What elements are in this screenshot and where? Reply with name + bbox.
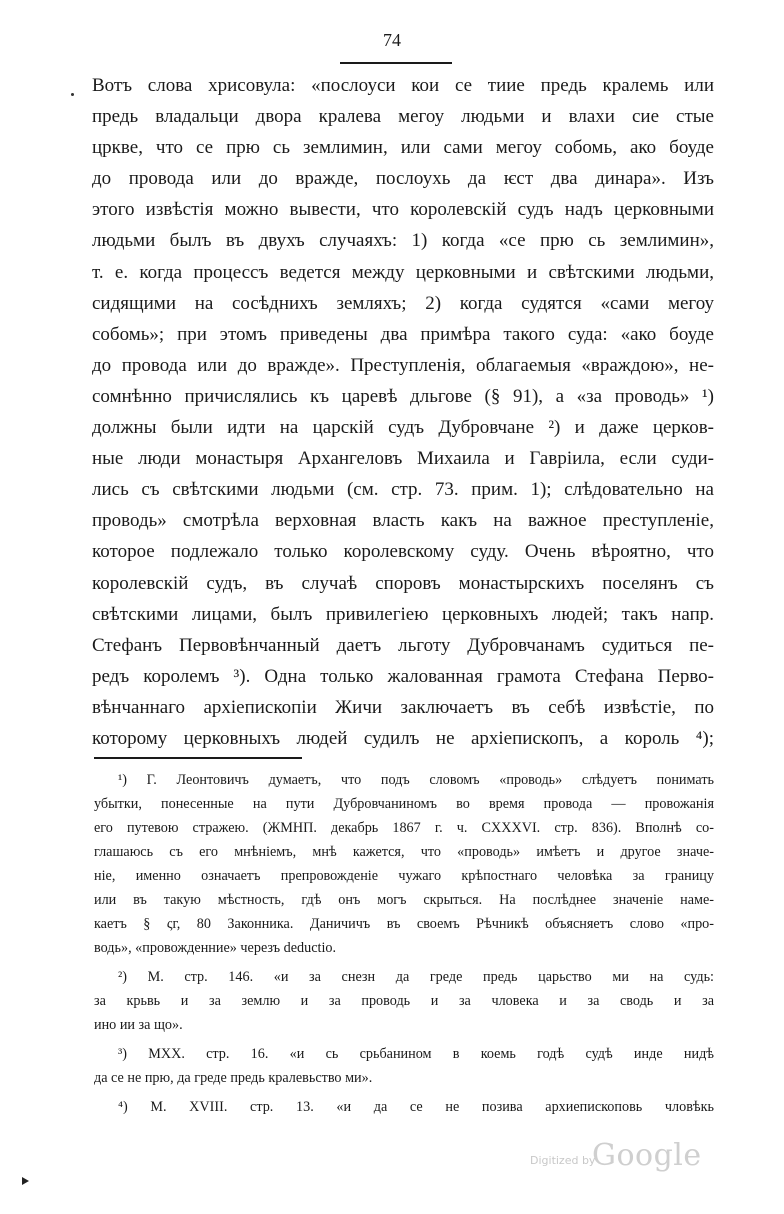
text-line: сидящими на сосѣднихъ земляхъ; 2) когда судятся «сами мегоу: [92, 292, 714, 314]
text-line: Стефанъ Первовѣнчанный даетъ льготу Дубровчанамъ судиться пе-: [92, 634, 714, 656]
text-line: Вотъ слова хрисовула: «послоуси кои се тиие предь кралемь или: [92, 75, 714, 96]
main-text: [92, 70, 714, 754]
footnote-line: ніе, именно означаетъ препровожденіе чужаго крѣпостнаго человѣка за границу: [94, 868, 714, 884]
footnote-2: [94, 965, 714, 1037]
text-line: редъ королемъ ³). Одна только жалованная грамота Стефана Перво-: [92, 665, 714, 687]
footnote-line: или въ такую мѣстность, гдѣ онъ могъ скрыться. На послѣднее значеніе наме-: [94, 892, 714, 908]
text-line: свѣтскими лицами, былъ привилегіею церковныхъ людей; такъ напр.: [92, 603, 714, 625]
footnote-3: [94, 1042, 714, 1090]
text-line: лись съ свѣтскими людьми (см. стр. 73. прим. 1); слѣдовательно на: [92, 479, 714, 501]
text-line: проводь» смотрѣла верховная власть какъ на важное преступленіе,: [92, 510, 714, 532]
text-line: вѣнчаннаго архіепископіи Жичи заключаетъ въ себѣ извѣстіе, по: [92, 696, 714, 718]
text-line: этого извѣстія можно вывести, что королевскій судъ надъ церковными: [92, 199, 714, 221]
footnote-line: ²) М. стр. 146. «и за снезн да греде предь царьство ми на судь:: [118, 969, 714, 985]
text-line: сомнѣнно причислялись къ царевѣ дльгове (§ 91), а «за проводь» ¹): [92, 385, 714, 407]
corner-arrow-icon: [22, 1177, 29, 1185]
footnote-line: ³) МХХ. стр. 16. «и сь срьбанином в коемь годѣ судѣ инде нидѣ: [118, 1046, 714, 1062]
text-line: до провода или до враждe, послоухь да ѥст два динара». Изъ: [92, 168, 714, 190]
google-logo-watermark: Google: [592, 1138, 702, 1173]
footnotes: [94, 768, 714, 1119]
footnote-line: за крьвь и за землю и за проводь и за чловека и за сводь и за: [94, 993, 714, 1009]
text-line: которому церковныхъ людей судилъ не архіепископъ, а король ⁴);: [92, 727, 714, 749]
footnote-line: ⁴) М. XVIII. стр. 13. «и да се не позива архиепископовь чловѣкь: [118, 1099, 714, 1115]
footnote-line: ино ии за що».: [94, 1017, 183, 1033]
footnote-line: да се не прю, да греде предь кралевьство ми».: [94, 1070, 373, 1086]
text-line: цркве, что се прю сь землимин, или сами мегоу собомь, ако боуде: [92, 137, 714, 159]
footnote-1: [94, 768, 714, 960]
text-line: людьми былъ въ двухъ случаяхъ: 1) когда «се прю сь землимин»,: [92, 230, 714, 252]
text-line: которое подлежало только королевскому суду. Очень вѣроятно, что: [92, 541, 714, 563]
digitized-by-label: Digitized by: [530, 1154, 596, 1167]
footnote-separator: [94, 757, 302, 759]
page-number: 74: [383, 30, 401, 50]
footnote-line: ¹) Г. Леонтовичъ думаетъ, что подъ словомъ «проводь» слѣдуетъ понимать: [118, 772, 714, 788]
text-line: предь владальци двора кралева мегоу людьми и влахи сие стые: [92, 106, 714, 128]
text-line: до провода или до вражде». Преступленія, облагаемыя «враждою», не-: [92, 354, 714, 376]
text-line: собомь»; при этомъ приведены два примѣра такого суда: «ако боуде: [92, 323, 714, 345]
text-line: королевскій судъ, въ случаѣ споровъ монастырскихъ поселянъ съ: [92, 572, 714, 594]
footnote-line: каетъ § ςг, 80 Законника. Даничичъ въ своемъ Рѣчникѣ объясняетъ слово «про-: [94, 916, 714, 932]
margin-dot: [71, 93, 74, 96]
text-line: ные люди монастыря Архангеловъ Михаила и Гавріила, если суди-: [92, 448, 714, 470]
page-number-underline: [340, 62, 452, 64]
footnote-4: [94, 1095, 714, 1119]
footnote-line: его путевою стражею. (ЖМНП. декабрь 1867 г. ч. CXXXVI. стр. 836). Вполнѣ со-: [94, 820, 714, 836]
footnote-line: убытки, понесенные на пути Дубровчаниномъ во время провода — провожанія: [94, 796, 714, 812]
text-line: должны были идти на царскій судъ Дубровчане ²) и даже церков-: [92, 417, 714, 439]
text-line: т. е. когда процессъ ведется между церковными и свѣтскими людьми,: [92, 261, 714, 283]
footnote-line: глашаюсь съ его мнѣніемъ, мнѣ кажется, что «проводь» имѣетъ и другое значе-: [94, 844, 714, 860]
footnote-line: водь», «провожденние» черезъ deductio.: [94, 940, 337, 956]
